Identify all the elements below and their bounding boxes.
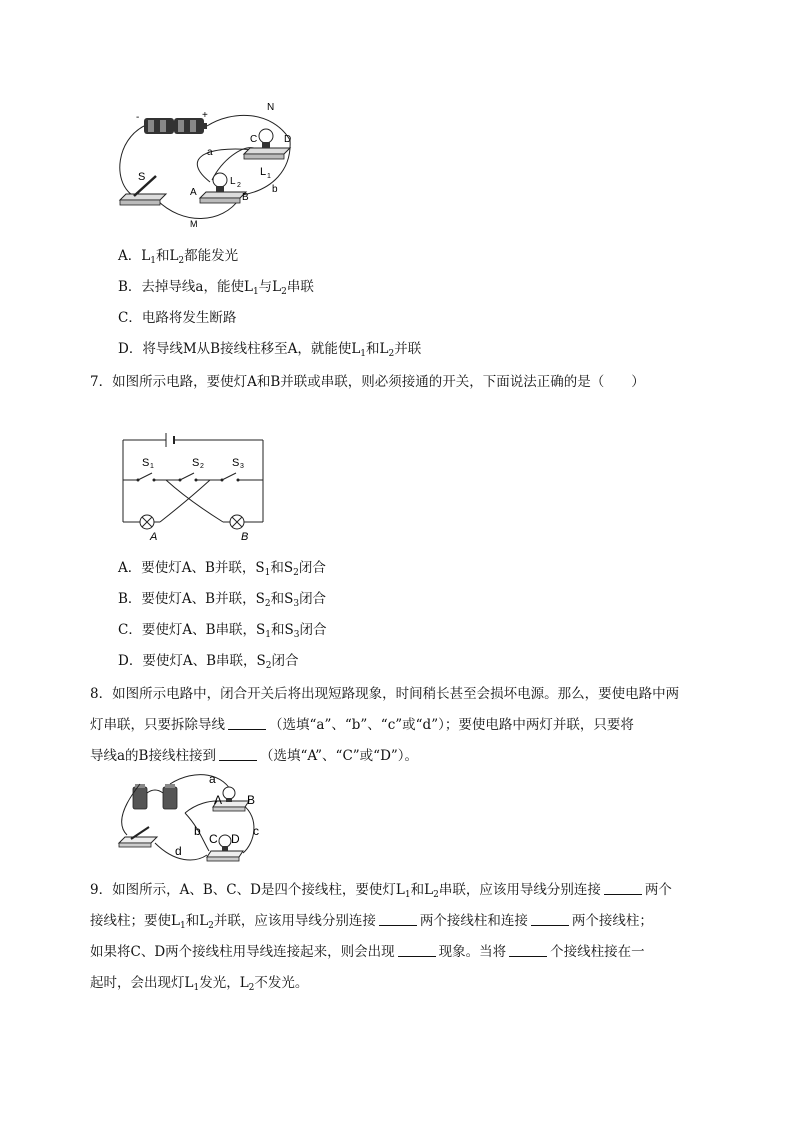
- q9-line2: 接线柱；要使$L_1$和$L_2$并联，应该用导线分别连接 两个接线柱和连接 两个接线柱；: [90, 913, 653, 931]
- svg-text:d: d: [175, 844, 182, 858]
- svg-text:L: L: [260, 166, 267, 178]
- q9-line1: 9．如图所示，A、B、C、D是四个接线柱，要使灯$L_1$和$L_2$串联，应该用导线分别连接 两个: [90, 882, 672, 900]
- switch-s3-icon: [221, 473, 240, 482]
- svg-text:3: 3: [240, 463, 244, 470]
- q7-option-c[interactable]: C．要使灯A、B串联，$S_1$和$S_3$闭合: [118, 622, 327, 640]
- svg-text:B: B: [247, 793, 256, 807]
- q8-line2: 灯串联，只要拆除导线 （选填“a”、“b”、“c”或“d”）；要使电路中两灯并联，只要将: [90, 717, 634, 733]
- svg-text:2: 2: [237, 182, 241, 189]
- q8-line3: 导线a的B接线柱接到 （选填“A”、“C”或“D”）。: [90, 748, 419, 764]
- q8-line1: 8．如图所示电路中，闭合开关后将出现短路现象，时间稍长甚至会损坏电源。那么，要使电路中两: [90, 686, 680, 702]
- switch-s1-icon: [137, 473, 156, 482]
- q9-blank-3[interactable]: [531, 913, 569, 926]
- svg-text:L: L: [230, 176, 236, 187]
- battery-plus-label: +: [202, 110, 208, 121]
- q7-option-d[interactable]: D．要使灯A、B串联，$S_2$闭合: [118, 653, 299, 671]
- battery-icon: [166, 433, 174, 447]
- svg-text:A: A: [214, 793, 223, 807]
- svg-text:S: S: [192, 457, 200, 469]
- q8-blank-2[interactable]: [219, 748, 257, 761]
- svg-text:1: 1: [150, 463, 154, 470]
- q6-option-b[interactable]: B．去掉导线a，能使$L_1$与$L_2$串联: [118, 279, 314, 297]
- q7-circuit-figure: [118, 430, 268, 542]
- svg-text:B: B: [242, 192, 249, 203]
- q7-stem: 7．如图所示电路，要使灯A和B并联或串联，则必须接通的开关，下面说法正确的是（ ）: [90, 374, 645, 390]
- battery-icon: [144, 118, 207, 134]
- svg-text:B: B: [241, 531, 249, 542]
- svg-text:b: b: [272, 184, 278, 195]
- svg-text:S: S: [142, 457, 150, 469]
- svg-text:1: 1: [267, 173, 271, 180]
- q9-line3: 如果将C、D两个接线柱用导线连接起来，则会出现 现象。当将 个接线柱接在一: [90, 944, 645, 960]
- q7-option-a[interactable]: A．要使灯A、B并联，$S_1$和$S_2$闭合: [118, 560, 326, 578]
- q9-blank-1[interactable]: [604, 882, 642, 895]
- q6-circuit-figure: [112, 100, 302, 228]
- svg-text:b: b: [194, 824, 201, 838]
- svg-text:D: D: [231, 832, 240, 846]
- svg-text:a: a: [209, 773, 216, 786]
- battery-icon: [133, 784, 177, 809]
- svg-text:S: S: [232, 457, 240, 469]
- svg-text:2: 2: [200, 463, 204, 470]
- svg-text:A: A: [190, 187, 197, 198]
- q7-option-b[interactable]: B．要使灯A、B并联，$S_2$和$S_3$闭合: [118, 591, 327, 609]
- q9-line4: 起时，会出现灯$L_1$发光，$L_2$不发光。: [90, 975, 309, 993]
- q8-blank-1[interactable]: [228, 717, 266, 730]
- svg-text:C: C: [209, 832, 218, 846]
- svg-text:D: D: [284, 134, 292, 145]
- q9-blank-4[interactable]: [398, 944, 436, 957]
- switch-s2-icon: [179, 473, 198, 482]
- q6-option-d[interactable]: D．将导线M从B接线柱移至A，就能使$L_1$和$L_2$并联: [118, 341, 422, 359]
- battery-minus-label: -: [136, 112, 140, 123]
- svg-text:c: c: [253, 824, 259, 838]
- svg-text:A: A: [150, 531, 158, 542]
- q9-blank-2[interactable]: [379, 913, 417, 926]
- switch-icon: [119, 827, 157, 847]
- q8-circuit-figure: [115, 773, 275, 865]
- svg-text:M: M: [190, 219, 198, 228]
- svg-text:C: C: [250, 134, 258, 145]
- lamp-b-icon: [230, 515, 244, 529]
- svg-text:a: a: [207, 147, 213, 158]
- q6-option-a[interactable]: A．$L_1$和$L_2$都能发光: [118, 248, 239, 266]
- q9-blank-5[interactable]: [509, 944, 547, 957]
- svg-text:N: N: [267, 102, 275, 113]
- switch-label: S: [138, 171, 146, 183]
- q6-option-c[interactable]: C．电路将发生断路: [118, 310, 237, 326]
- lamp-a-icon: [140, 515, 154, 529]
